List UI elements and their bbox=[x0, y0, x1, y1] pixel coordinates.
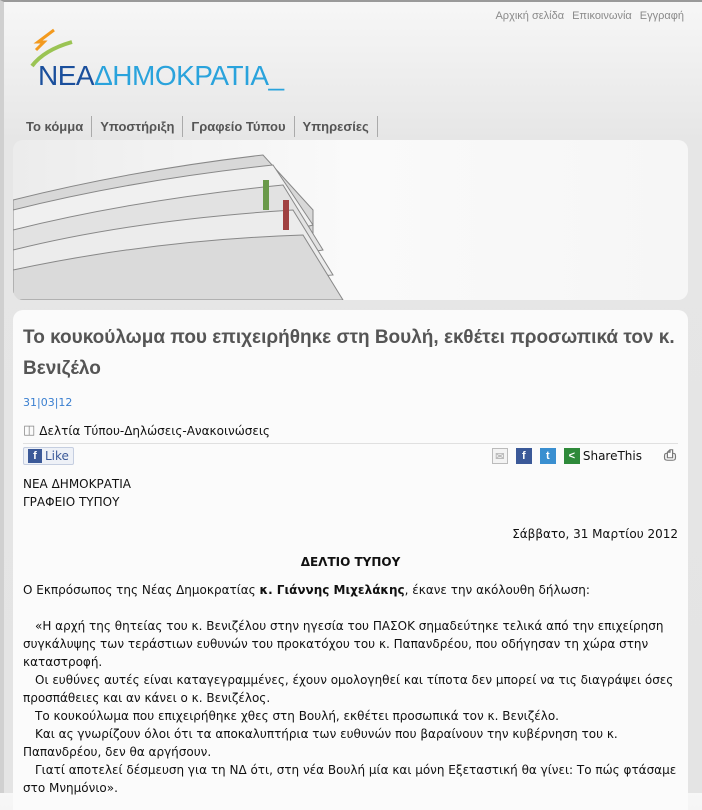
intro bbox=[23, 581, 678, 599]
twitter-icon[interactable]: t bbox=[540, 448, 556, 464]
logo-text-dimokratia: ΔΗΜΟΚΡΑΤΙΑ_ bbox=[94, 60, 284, 91]
newspapers-image bbox=[13, 140, 688, 300]
statement bbox=[23, 617, 678, 797]
org-name: ΝΕΑ ΔΗΜΟΚΡΑΤΙΑ bbox=[23, 477, 132, 491]
paragraph: Και ας γνωρίζουν όλοι ότι τα αποκαλυπτήρια των ευθυνών που βαραίνουν την κυβέρνηση του κ. Παπανδρέου, δεν θα αργήσουν. bbox=[23, 727, 618, 759]
link-home[interactable]: Αρχική σελίδα bbox=[495, 10, 565, 22]
article-date: 31|03|12 bbox=[23, 396, 73, 409]
tag-icon: ◫ bbox=[23, 423, 36, 438]
nav-support[interactable]: Υποστήριξη bbox=[92, 116, 183, 137]
facebook-like-button[interactable] bbox=[23, 447, 74, 465]
intro-text: Ο Εκπρόσωπος της Νέας Δημοκρατίας bbox=[23, 583, 260, 597]
article bbox=[13, 310, 688, 810]
paragraph: «Η αρχή της θητείας του κ. Βενιζέλου στην ηγεσία του ΠΑΣΟΚ σημαδεύτηκε τελικά από την επιχείρηση συγκάλυψης των τεράστιων ευθυνών του προκατόχου του κ. Παπανδρέου, που οδήγησαν τη χώρα στην καταστροφή. bbox=[23, 619, 664, 669]
main-nav bbox=[22, 116, 378, 137]
article-title: Το κουκούλωμα που επιχειρήθηκε στη Βουλή, εκθέτει προσωπικά τον κ. Βενιζέλο bbox=[23, 327, 675, 379]
intro-text-end: , έκανε την ακόλουθη δήλωση: bbox=[404, 583, 590, 597]
link-contact[interactable]: Επικοινωνία bbox=[572, 10, 632, 22]
office-name: ΓΡΑΦΕΙΟ ΤΥΠΟΥ bbox=[23, 495, 120, 509]
press-release-heading: ΔΕΛΤΙΟ ΤΥΠΟΥ bbox=[300, 555, 401, 569]
newspapers-banner-image bbox=[13, 140, 688, 300]
paragraph: Γιατί αποτελεί δέσμευση για τη ΝΔ ότι, στη νέα Βουλή μία και μόνη Εξεταστική θα γίνει: Το πώς φτάσαμε στο Μνημόνιο». bbox=[23, 763, 677, 795]
logo-text-nea: ΝΕΑ bbox=[38, 60, 95, 91]
print-icon[interactable]: ⎙ bbox=[663, 447, 676, 464]
category-row bbox=[23, 423, 678, 444]
sharethis-button[interactable] bbox=[564, 448, 642, 464]
article-category[interactable]: Δελτία Τύπου-Δηλώσεις-Ανακοινώσεις bbox=[39, 423, 270, 438]
spokesperson-name: κ. Γιάννης Μιχελάκης bbox=[259, 583, 405, 597]
facebook-icon: f bbox=[28, 449, 42, 463]
social-bar bbox=[23, 447, 678, 465]
sharethis-label: ShareThis bbox=[582, 449, 642, 463]
article-body bbox=[23, 475, 678, 797]
nav-services[interactable]: Υπηρεσίες bbox=[295, 116, 378, 137]
full-date: Σάββατο, 31 Μαρτίου 2012 bbox=[512, 527, 678, 541]
share-icon: < bbox=[564, 448, 580, 464]
nav-party[interactable]: Το κόμμα bbox=[22, 116, 92, 137]
link-register[interactable]: Εγγραφή bbox=[639, 10, 684, 22]
nav-press-office[interactable]: Γραφείο Τύπου bbox=[183, 116, 294, 137]
facebook-share-icon[interactable]: f bbox=[516, 448, 532, 464]
paragraph: Οι ευθύνες αυτές είναι καταγεγραμμένες, έχουν ομολογηθεί και τίποτα δεν μπορεί να τις διαγράψει όσες προσπάθειες και αν κάνει ο κ. Βενιζέλος. bbox=[23, 673, 674, 705]
paragraph: Το κουκούλωμα που επιχειρήθηκε χθες στη Βουλή, εκθέτει προσωπικά τον κ. Βενιζέλο. bbox=[35, 709, 559, 723]
email-icon[interactable]: ✉ bbox=[492, 448, 508, 464]
logo[interactable] bbox=[24, 28, 284, 98]
top-links bbox=[495, 10, 684, 22]
like-label: Like bbox=[45, 449, 69, 463]
